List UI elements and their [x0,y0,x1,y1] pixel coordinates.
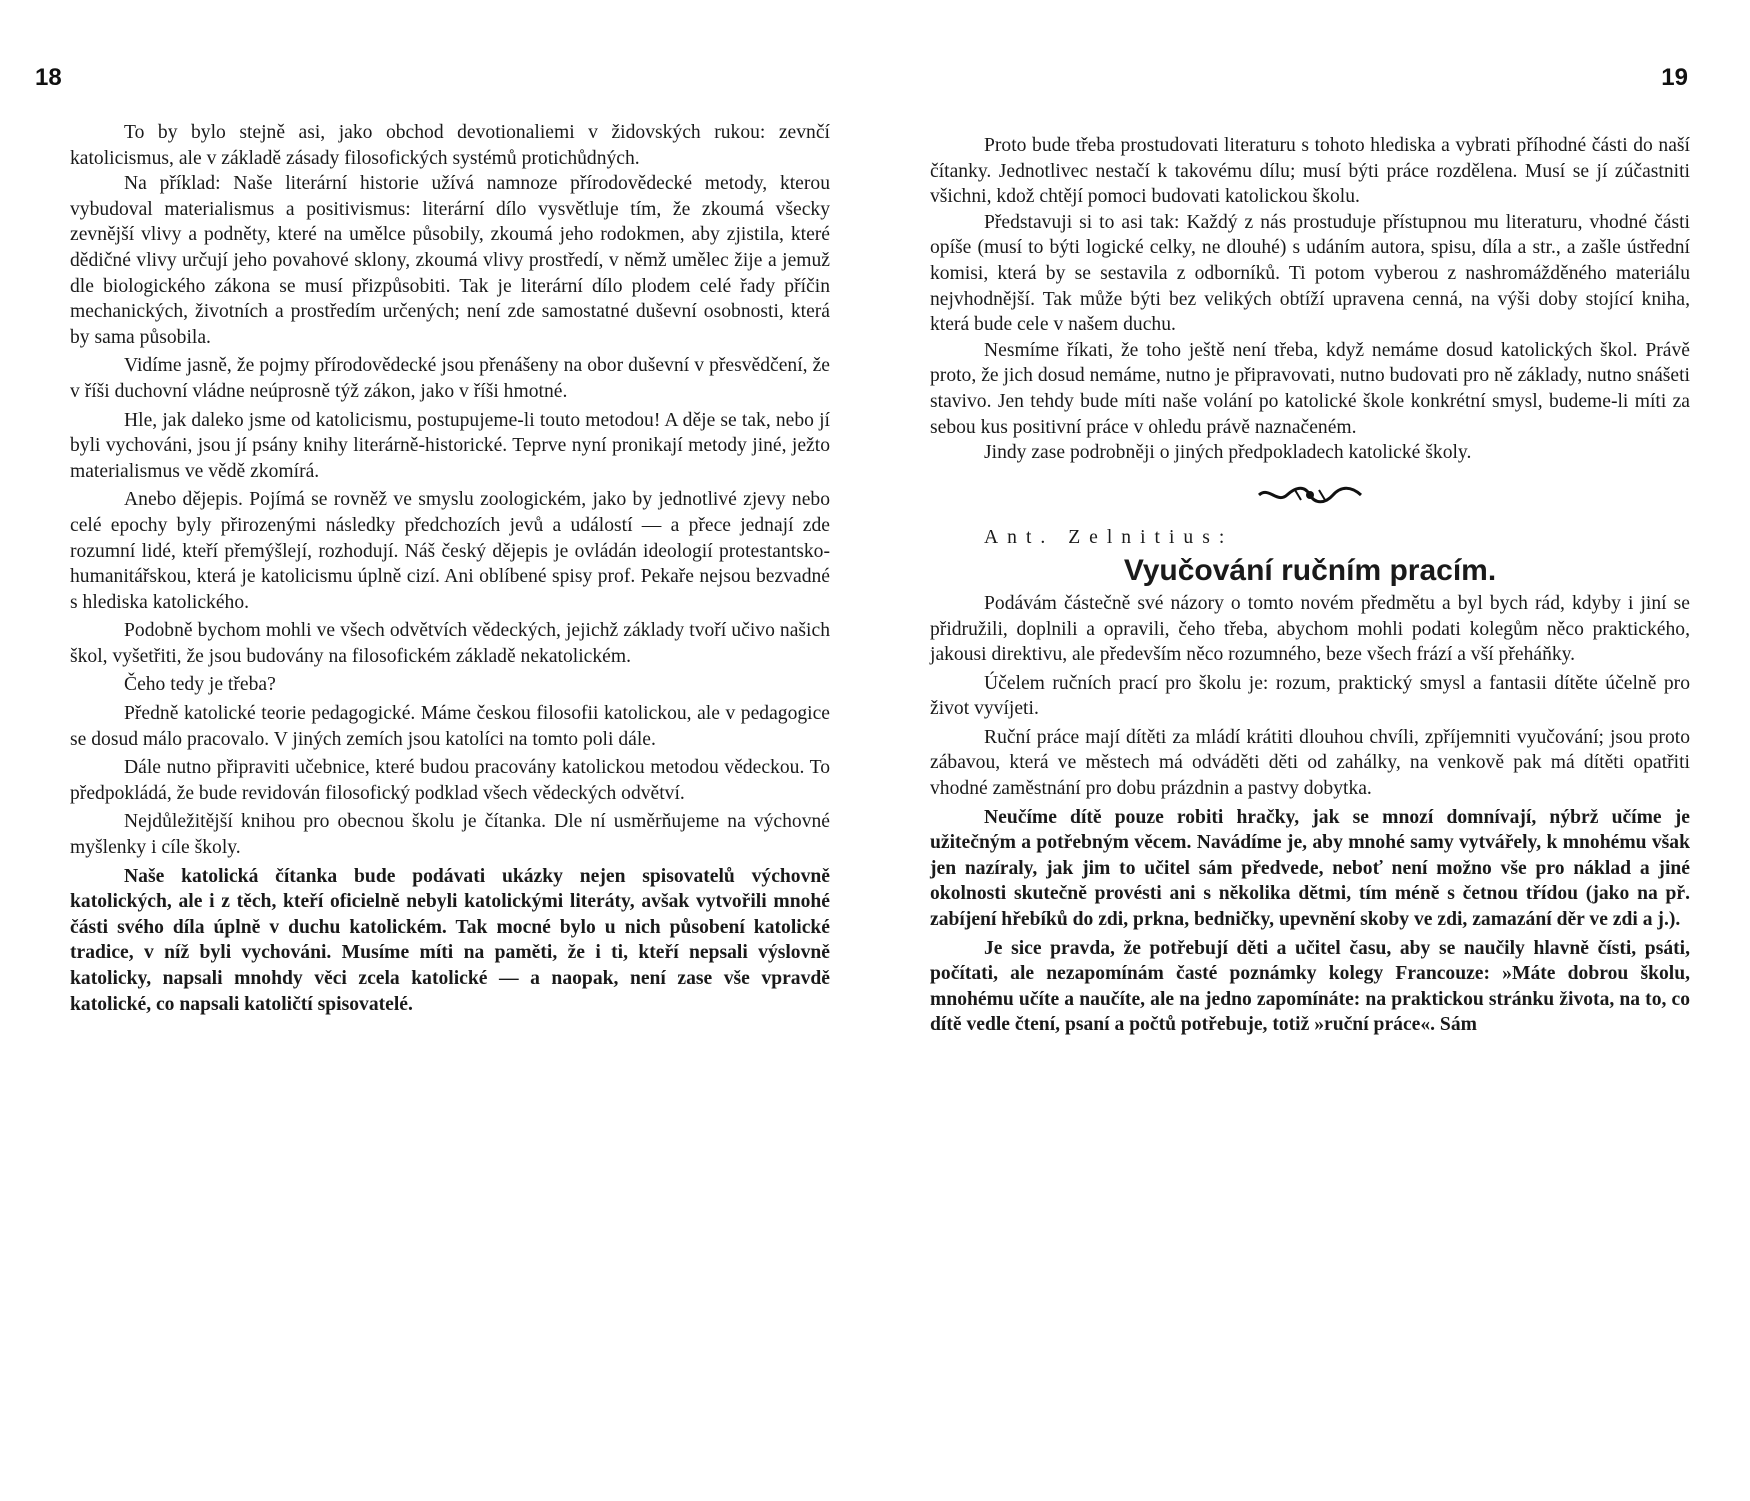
left-text-column [70,120,830,1017]
paragraph: Nesmíme říkati, že toho ještě není třeba, když nemáme dosud katolických škol. Právě proto, že jich dosud nemáme, nutno je připravovati, nutno budovati pro ně základy, nutno snášeti stavivo. Jen tehdy bude míti naše volání po katolické škole konkrétní smysl, budeme-li míti za sebou kus positivní práce v ohledu právě naznačeném. [930,339,1690,438]
paragraph: Jindy zase podrobněji o jiných předpokladech katolické školy. [984,442,1472,464]
paragraph: Na příklad: Naše literární historie užívá namnoze přírodovědecké metody, kterou vybudoval materialismus a positivismus: literární dílo vysvětluje tím, že zkoumá všecky zevnější vlivy a podněty, které na umělce působily, zkoumá jeho rodokmen, aby zjistila, které dědičné vlivy určují jeho povahové sklony, zkoumá vlivy prostředí, v němž umělec žije a jemuž dle biologického zákona se musí přizpůsobiti. Tak je literární dílo plodem celé řady příčin mechanických, životních a prostředím určených; není zde samostatné duševní osobnosti, která by sama působila. [70,173,830,348]
paragraph: Je sice pravda, že potřebují děti a učitel času, aby se naučily hlavně čísti, psáti, počítati, ale nezapomínám časté poznámky kolegy Francouze: »Máte dobrou školu, mnohému učíte a naučíte, ale na jedno zapomínáte: na praktickou stránku života, na to, co dítě vedle čtení, psaní a počtů potřebuje, totiž »ruční práce«. Sám [930,937,1690,1036]
article-title: Vyučování ručním pracím. [1123,553,1497,587]
paragraph: Čeho tedy je třeba? [124,674,276,696]
page-number-right: 19 [1661,64,1688,91]
paragraph: Ruční práce mají dítěti za mládí krátiti dlouhou chvíli, zpříjemniti vyučování; jsou proto zábavou, která ve městech má odváděti děti od zahálky, na venkově pak má dítěti opatřiti vhodné zaměstnání pro dobu prázdnin a pastvy dobytka. [930,726,1690,800]
right-text-column [930,133,1690,1038]
paragraph: Dále nutno připraviti učebnice, které budou pracovány katolickou metodou vědeckou. To předpokládá, že bude revidován filosofický podklad všech vědeckých odvětví. [70,757,830,804]
paragraph: Proto bude třeba prostudovati literaturu s tohoto hlediska a vybrati příhodné části do naší čítanky. Jednotlivec nestačí k takovému dílu; musí býti práce rozdělena. Musí se jí zúčastniti všichni, kdož chtějí pomoci budovati katolickou školu. [930,135,1690,208]
paragraph: Naše katolická čítanka bude podávati ukázky nejen spisovatelů výchovně katolických, ale i z těch, kteří oficielně nebyli katolickými literáty, avšak vytvořili mnohé části svého díla úplně v duchu katolickém. Tak mocné bylo u nich působení katolické tradice, v níž byli vychováni. Musíme míti na paměti, že i ti, kteří nepsali výslovně katolicky, napsali mnohdy věci zcela katolické — a naopak, není zase vše vpravdě katolické, co napsali katoličtí spisovatelé. [70,865,830,1015]
paragraph: Představuji si to asi tak: Každý z nás prostuduje přístupnou mu literaturu, vhodné části opíše (musí to býti logické celky, ne dlouhé) s udáním autora, spisu, díla a str., a zašle ústřední komisi, která by se sestavila z odborníků. Ti potom vyberou z nashromážděného materiálu nejvhodnější. Tak může býti bez velikých obtíží upravena cenná, na výši doby stojící kniha, která bude cele v našem duchu. [930,211,1690,336]
paragraph: Předně katolické teorie pedagogické. Máme českou filosofii katolickou, ale v pedagogice se dosud málo pracovalo. V jiných zemích jsou katolíci na tomto poli dále. [70,703,830,750]
paragraph: Vidíme jasně, že pojmy přírodovědecké jsou přenášeny na obor duševní v přesvědčení, že v říši duchovní vládne neúprosně týž zákon, jako v říši hmotné. [70,355,830,402]
paragraph: Účelem ručních prací pro školu je: rozum, praktický smysl a fantasii dítěte účelně pro život vyvíjeti. [930,672,1690,720]
paragraph: Anebo dějepis. Pojímá se rovněž ve smyslu zoologickém, jako by jednotlivé zjevy nebo celé epochy byly přirozenými následky předchozích jevů a událostí — a přece jednají zde rozumní lidé, kteří přemýšlejí, rozhodují. Náš český dějepis je ovládán ideologií protestantsko-humanitářskou, která je katolicismu úplně cizí. Ani oblíbené spisy prof. Pekaře nejsou bezvadné s hlediska katolického. [70,489,830,613]
paragraph: Nejdůležitější knihou pro obecnou školu je čítanka. Dle ní usměrňujeme na výchovné myšlenky i cíle školy. [70,811,830,859]
paragraph: Neučíme dítě pouze robiti hračky, jak se mnozí domnívají, nýbrž učíme je užitečným a potřebným věcem. Navádíme je, aby mnohé samy vytvářely, k mnohému však jen nazíraly, jak jim to učitel sám předvede, neboť není možno vše pro náklad a jiné okolnosti skutečně provésti ani s několika dětmi, tím méně s četnou třídou (jako na př. zabíjení hřebíků do zdi, prkna, bedničky, upevnění skoby ve zdi, zamazání děr ve zdi a j.). [930,806,1690,931]
page-number-left: 18 [35,64,62,91]
right-page [875,0,1750,1501]
paragraph: Podobně bychom mohli ve všech odvětvích vědeckých, jejichž základy tvoří učivo našich škol, vyšetřiti, že jsou budovány na filosofickém základě nekatolickém. [70,620,830,667]
article-byline: Ant. Zelnitius: [984,527,1234,549]
paragraph: Hle, jak daleko jsme od katolicismu, postupujeme-li touto metodou! A děje se tak, nebo jí byli vychováni, jsou jí psány knihy literárně-historické. Teprve nyní pronikají metody jiné, ježto materialismus ve vědě zkomírá. [70,409,830,482]
paragraph: To by bylo stejně asi, jako obchod devotionaliemi v židovských rukou: zevnčí katolicismus, ale v základě zásady filosofických systémů protichůdných. [70,122,830,169]
decorative-flourish-icon [930,484,1690,512]
paragraph: Podávám částečně své názory o tomto novém předmětu a byl bych rád, kdyby i jiní se přidružili, doplnili a opravili, čeho třeba, abychom mohli podati kolegům něco praktického, jakousi direktivu, ale především něco rozumného, beze všech frází a vší přeháňky. [930,592,1690,666]
